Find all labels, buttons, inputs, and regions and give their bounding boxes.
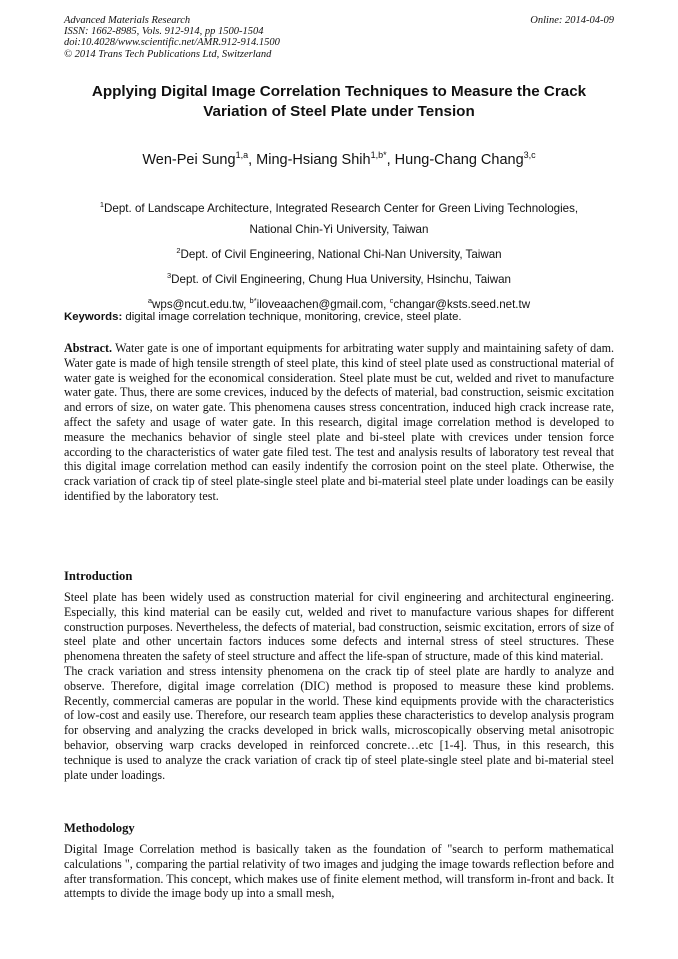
introduction-paragraph-2: The crack variation and stress intensity phenomena on the crack tip of steel plate are hardly to analyze and observe. Therefore, digital image correlation (DIC) method is proposed to measure these kind problems. Recently, commercial cameras are popular in the world. These kind equipments provide with the characteristics of low-cost and easily use. Therefore, our research team applies these characteristics to develop analysis program for observing and analyzing the cracks developed in brick walls, microscopically observing metal anisotropic behavior, observing warp cracks developed in reinforced concrete…etc [1-4]. Thus, in this research, this technique is used to analyze the crack variation of crack tip of steel plate-single steel plate and bi-material steel plate under loadings.	[64, 663, 614, 782]
abstract	[64, 341, 614, 504]
author-name: Hung-Chang Chang	[394, 151, 524, 168]
author-list	[40, 145, 638, 170]
doi-line: doi:10.4028/www.scientific.net/AMR.912-914.1500	[64, 37, 280, 49]
online-date: Online: 2014-04-09	[530, 15, 614, 26]
email-address[interactable]: iloveaachen@gmail.com	[256, 298, 384, 312]
affiliation-sup: 2	[176, 246, 181, 256]
email-address[interactable]: wps@ncut.edu.tw	[152, 298, 244, 312]
author-affil-sup: 1,b*	[370, 150, 387, 160]
keywords	[64, 310, 624, 324]
email-sup: c	[389, 296, 394, 306]
affiliations	[40, 194, 638, 315]
email-separator: ,	[243, 298, 250, 312]
affiliation-sup: 1	[99, 200, 105, 209]
introduction-heading: Introduction	[64, 569, 133, 583]
affiliation-1	[40, 194, 638, 219]
title-line-1: Applying Digital Image Correlation Techniques to Measure the Crack	[91, 83, 587, 100]
methodology-paragraph-1: Digital Image Correlation method is basically taken as the foundation of "search to perform mathematical calculations ", comparing the partial relativity of two images and judging the image towards reflection before and after transformation. This concept, which makes use of finite element method, will transform in-front and back. It attempts to divide the image body up into a small mesh,	[64, 842, 614, 901]
author-name: Wen-Pei Sung	[142, 151, 236, 168]
author-name: Ming-Hsiang Shih	[256, 151, 371, 168]
affiliation-text: Dept. of Civil Engineering, National Chi-Nan University, Taiwan	[180, 248, 502, 262]
journal-name: Advanced Materials Research	[64, 15, 191, 26]
author-separator: ,	[386, 151, 395, 168]
email-sup: a	[147, 296, 153, 306]
paper-title	[40, 82, 638, 122]
author-separator: ,	[248, 151, 257, 168]
copyright-line: © 2014 Trans Tech Publications Ltd, Switzerland	[64, 48, 272, 60]
email-address[interactable]: changar@ksts.seed.net.tw	[393, 298, 531, 312]
affiliation-text: Dept. of Landscape Architecture, Integrated Research Center for Green Living Technologies,	[104, 201, 579, 215]
abstract-text: Water gate is one of important equipments for arbitrating water supply and maintaining safety of dam. Water gate is made of high tensile strength of steel plate, this kind of steel plate used as constructional material of water gate is weighed for the economical consideration. Steel plate must be cut, welded and rivet to manufacture water gate. Thus, there are some crevices, induced by the defects of material, bad construction, seismic excitation and errors of size, on water gate. This phenomena causes stress concentration, induced high crack increase rate, affect the safety and usage of water gate. In this research, digital image correlation method is developed to measure the mechanics behavior of single steel plate and bi-steel plate with crevices under tension force according to the characteristics of water gate filed test. The test and analysis results of laboratory test reveal that this digital image correlation method can easily indentify the corrosion point on the steel plate. Otherwise, the crack variation of crack tip of steel plate-single steel plate and bi-material steel plate under loadings can be easily identified by the laboratory test.	[64, 341, 614, 503]
keywords-label: Keywords:	[64, 311, 123, 323]
affiliation-3	[40, 265, 638, 290]
email-separator: ,	[383, 298, 390, 312]
journal-header	[64, 15, 280, 60]
methodology-heading: Methodology	[64, 821, 135, 835]
issn-line: ISSN: 1662-8985, Vols. 912-914, pp 1500-1504	[64, 26, 264, 38]
author-affil-sup: 1,a	[235, 150, 249, 160]
introduction-section	[64, 568, 614, 782]
abstract-label: Abstract.	[64, 341, 113, 355]
title-line-2: Variation of Steel Plate under Tension	[203, 103, 475, 120]
methodology-section	[64, 820, 614, 901]
introduction-paragraph-1: Steel plate has been widely used as construction material for civil engineering and architectural engineering. Especially, this kind material can be easily cut, welded and rivet to manufacture various shapes for different construction purposes. Nevertheless, the defects of material, bad construction, seismic excitation, errors of size of steel plate and other uncertain factors induces some defects and internal stress of steel structures. These phenomena threaten the safety of steel structure and affect the life-span of structure, made of this kind material.	[64, 590, 614, 664]
affiliation-sup: 3	[167, 271, 172, 281]
email-sup: b*	[249, 296, 257, 306]
affiliation-2	[40, 240, 638, 265]
author-affil-sup: 3,c	[523, 150, 536, 160]
keywords-text: digital image correlation technique, monitoring, crevice, steel plate.	[122, 311, 462, 323]
affiliation-text: Dept. of Civil Engineering, Chung Hua University, Hsinchu, Taiwan	[171, 273, 511, 287]
affiliation-1-cont: National Chin-Yi University, Taiwan	[249, 223, 429, 237]
